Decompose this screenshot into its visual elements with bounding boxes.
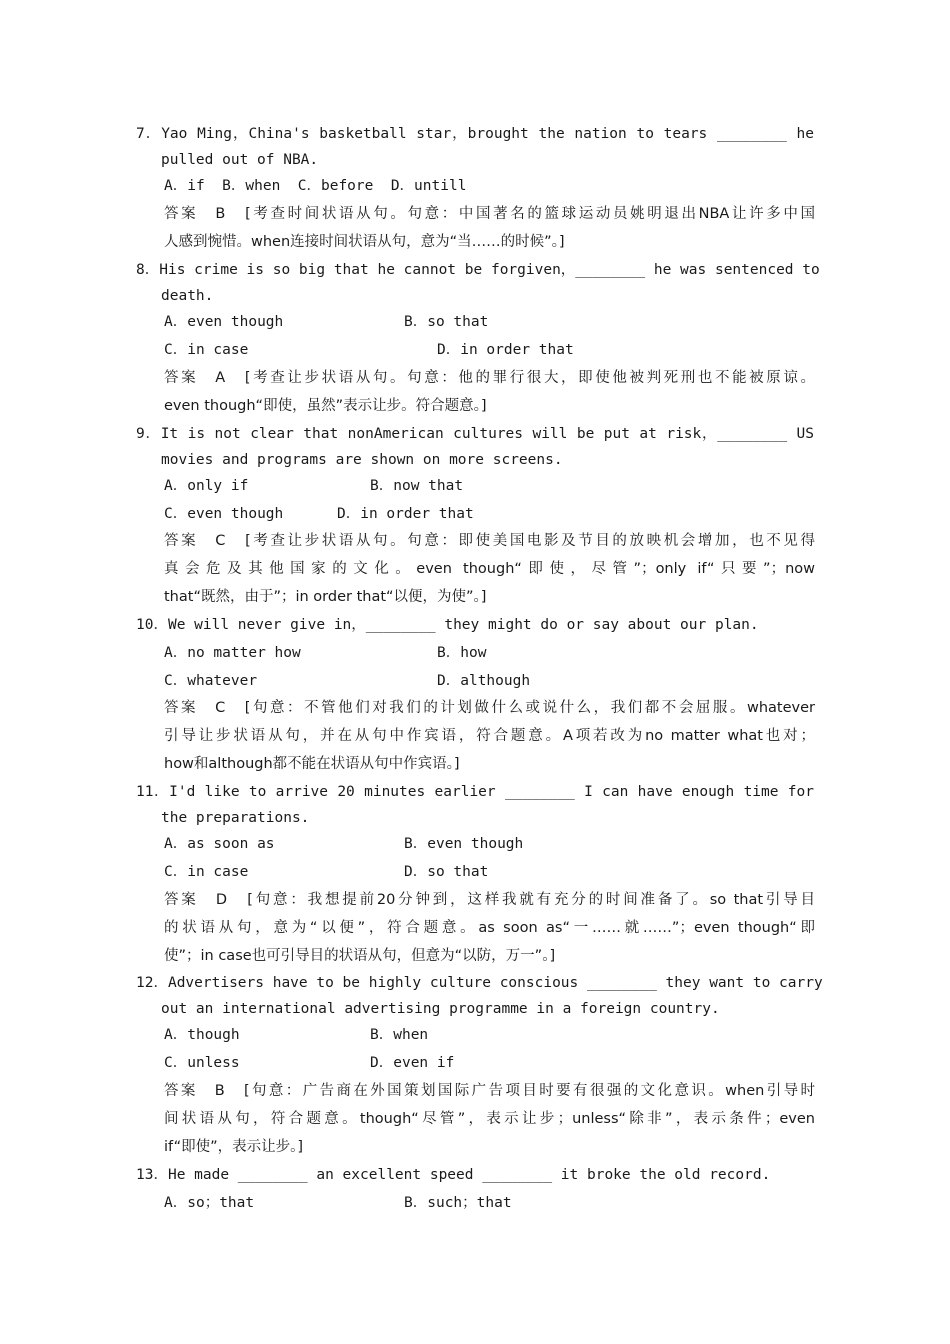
question-8-answer-line-1: 答案 A [考查让步状语从句。句意：他的罪行很大，即使他被判死刑也不能被原谅。 [164, 370, 815, 386]
question-12-option-d: D．even if [370, 1055, 455, 1071]
question-9-answer-line-3: that“既然，由于”；in order that“以便，为使”。] [164, 589, 487, 605]
question-11-answer-line-1: 答案 D [句意：我想提前20分钟到，这样我就有充分的时间准备了。so that引导目 [164, 892, 815, 908]
question-11-option-d: D．so that [404, 864, 489, 880]
question-8-line-2: death. [161, 288, 214, 304]
question-8-answer-line-2: even though“即使，虽然”表示让步。符合题意。] [164, 398, 487, 414]
question-9-answer-line-1: 答案 C [考查让步状语从句。句意：即使美国电影及节目的放映机会增加，也不见得 [164, 533, 815, 549]
question-10-line-1: 10．We will never give in，________ they might do or say about our plan. [136, 617, 759, 633]
question-10-answer-line-2: 引导让步状语从句，并在从句中作宾语，符合题意。A项若改为no matter what也对； [164, 728, 815, 744]
question-12-line-1: 12．Advertisers have to be highly culture conscious ________ they want to carry [136, 975, 823, 991]
question-11-option-a: A．as soon as [164, 836, 275, 852]
question-7-options: A．if B．when C．before D．untill [164, 178, 467, 194]
question-12-option-a: A．though [164, 1027, 240, 1043]
question-12-option-c: C．unless [164, 1055, 240, 1071]
question-9-option-b: B．now that [370, 478, 464, 494]
question-12-option-b: B．when [370, 1027, 429, 1043]
question-12-answer-line-2: 间状语从句，符合题意。though“尽管”，表示让步；unless“除非”，表示条件；even [164, 1111, 815, 1127]
question-9-option-c: C．even though [164, 506, 284, 522]
question-9-option-d: D．in order that [337, 506, 474, 522]
question-13-line-1: 13．He made ________ an excellent speed ________ it broke the old record. [136, 1167, 771, 1183]
question-11-answer-line-2: 的状语从句，意为“以便”，符合题意。as soon as“一……就……”；even though“即 [164, 920, 815, 936]
question-7-answer-line-1: 答案 B [考查时间状语从句。句意：中国著名的篮球运动员姚明退出NBA让许多中国 [164, 206, 815, 222]
question-12-line-2: out an international advertising programme in a foreign country. [161, 1001, 720, 1017]
question-11-answer-line-3: 使”；in case也可引导目的状语从句，但意为“以防，万一”。] [164, 948, 556, 964]
question-10-option-c: C．whatever [164, 673, 258, 689]
question-10-option-b: B．how [437, 645, 487, 661]
question-10-option-d: D．although [437, 673, 531, 689]
question-10-answer-line-1: 答案 C [句意：不管他们对我们的计划做什么或说什么，我们都不会屈服。whatever [164, 700, 815, 716]
question-12-answer-line-3: if“即使”，表示让步。] [164, 1139, 304, 1155]
question-12-answer-line-1: 答案 B [句意：广告商在外国策划国际广告项目时要有很强的文化意识。when引导时 [164, 1083, 815, 1099]
question-11-line-2: the preparations. [161, 810, 310, 826]
question-8-option-c: C．in case [164, 342, 249, 358]
question-8-option-a: A．even though [164, 314, 284, 330]
question-8-line-1: 8．His crime is so big that he cannot be forgiven，________ he was sentenced to [136, 262, 820, 278]
question-7-line-2: pulled out of NBA. [161, 152, 319, 168]
question-11-option-c: C．in case [164, 864, 249, 880]
question-8-option-d: D．in order that [437, 342, 574, 358]
question-10-option-a: A．no matter how [164, 645, 301, 661]
question-11-option-b: B．even though [404, 836, 524, 852]
question-10-answer-line-3: how和although都不能在状语从句中作宾语。] [164, 756, 460, 772]
question-8-option-b: B．so that [404, 314, 489, 330]
question-7-line-1: 7．Yao Ming，China's basketball star，brought the nation to tears ________ he [136, 126, 814, 142]
question-9-answer-line-2: 真会危及其他国家的文化。even though“即使，尽管”；only if“只要”；now [164, 561, 815, 577]
question-9-line-2: movies and programs are shown on more screens. [161, 452, 563, 468]
question-7-answer-line-2: 人感到惋惜。when连接时间状语从句，意为“当……的时候”。] [164, 234, 565, 250]
question-9-option-a: A．only if [164, 478, 249, 494]
question-9-line-1: 9．It is not clear that nonAmerican cultures will be put at risk，________ US [136, 426, 814, 442]
question-11-line-1: 11．I'd like to arrive 20 minutes earlier ________ I can have enough time for [136, 784, 814, 800]
question-13-option-a: A．so；that [164, 1195, 255, 1211]
question-13-option-b: B．such；that [404, 1195, 512, 1211]
